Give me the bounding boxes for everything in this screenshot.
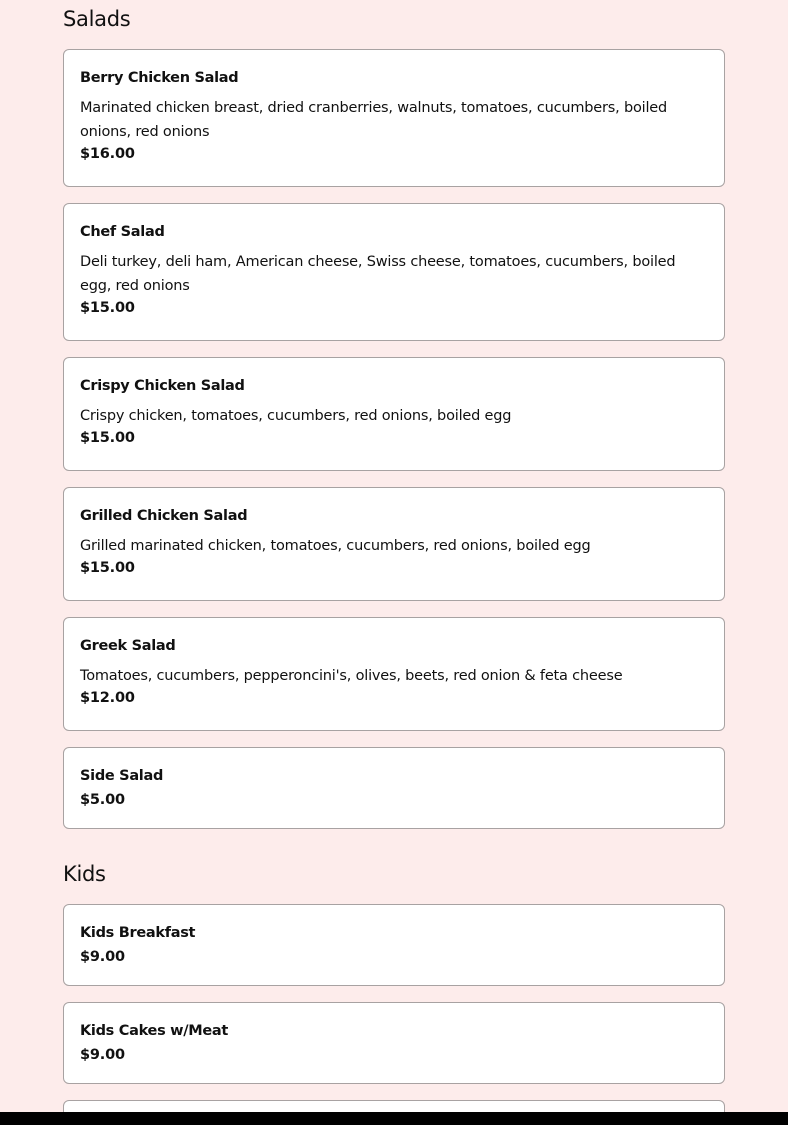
item-name: Kids Cakes w/Meat [80, 1023, 229, 1039]
item-price: $16.00 [80, 146, 135, 162]
item-price: $9.00 [80, 1047, 125, 1063]
item-name: Grilled Chicken Salad [80, 508, 248, 524]
salads-heading: Salads [63, 7, 131, 31]
kids-section [63, 862, 725, 1063]
item-description: Marinated chicken breast, dried cranberries, walnuts, tomatoes, cucumbers, boiled onions, red onions [80, 100, 668, 140]
item-name: Kids Breakfast [80, 925, 196, 941]
item-name: Chef Salad [80, 224, 165, 240]
menu-item-grilled-chicken-salad[interactable] [63, 487, 725, 601]
item-price: $12.00 [80, 690, 135, 706]
item-price: $9.00 [80, 949, 125, 965]
item-name: Berry Chicken Salad [80, 70, 239, 86]
salads-section [63, 7, 725, 808]
item-description: Tomatoes, cucumbers, pepperoncini's, olives, beets, red onion & feta cheese [80, 668, 623, 684]
item-price: $15.00 [80, 300, 135, 316]
menu-item-kids-cakes-w-meat[interactable] [63, 1002, 725, 1084]
item-price: $15.00 [80, 430, 135, 446]
menu-item-chef-salad[interactable] [63, 203, 725, 341]
menu-item-kids-breakfast[interactable] [63, 904, 725, 986]
item-name: Greek Salad [80, 638, 176, 654]
item-price: $15.00 [80, 560, 135, 576]
kids-heading: Kids [63, 862, 106, 886]
item-name: Crispy Chicken Salad [80, 378, 245, 394]
menu-item-crispy-chicken-salad[interactable] [63, 357, 725, 471]
menu-item-side-salad[interactable] [63, 747, 725, 829]
menu-item-greek-salad[interactable] [63, 617, 725, 731]
bottom-bar [0, 1112, 788, 1125]
item-description: Crispy chicken, tomatoes, cucumbers, red onions, boiled egg [80, 408, 512, 424]
menu-item-berry-chicken-salad[interactable] [63, 49, 725, 187]
item-description: Deli turkey, deli ham, American cheese, Swiss cheese, tomatoes, cucumbers, boiled egg, red onions [80, 254, 676, 294]
item-name: Side Salad [80, 768, 164, 784]
item-price: $5.00 [80, 792, 125, 808]
item-description: Grilled marinated chicken, tomatoes, cucumbers, red onions, boiled egg [80, 538, 591, 554]
